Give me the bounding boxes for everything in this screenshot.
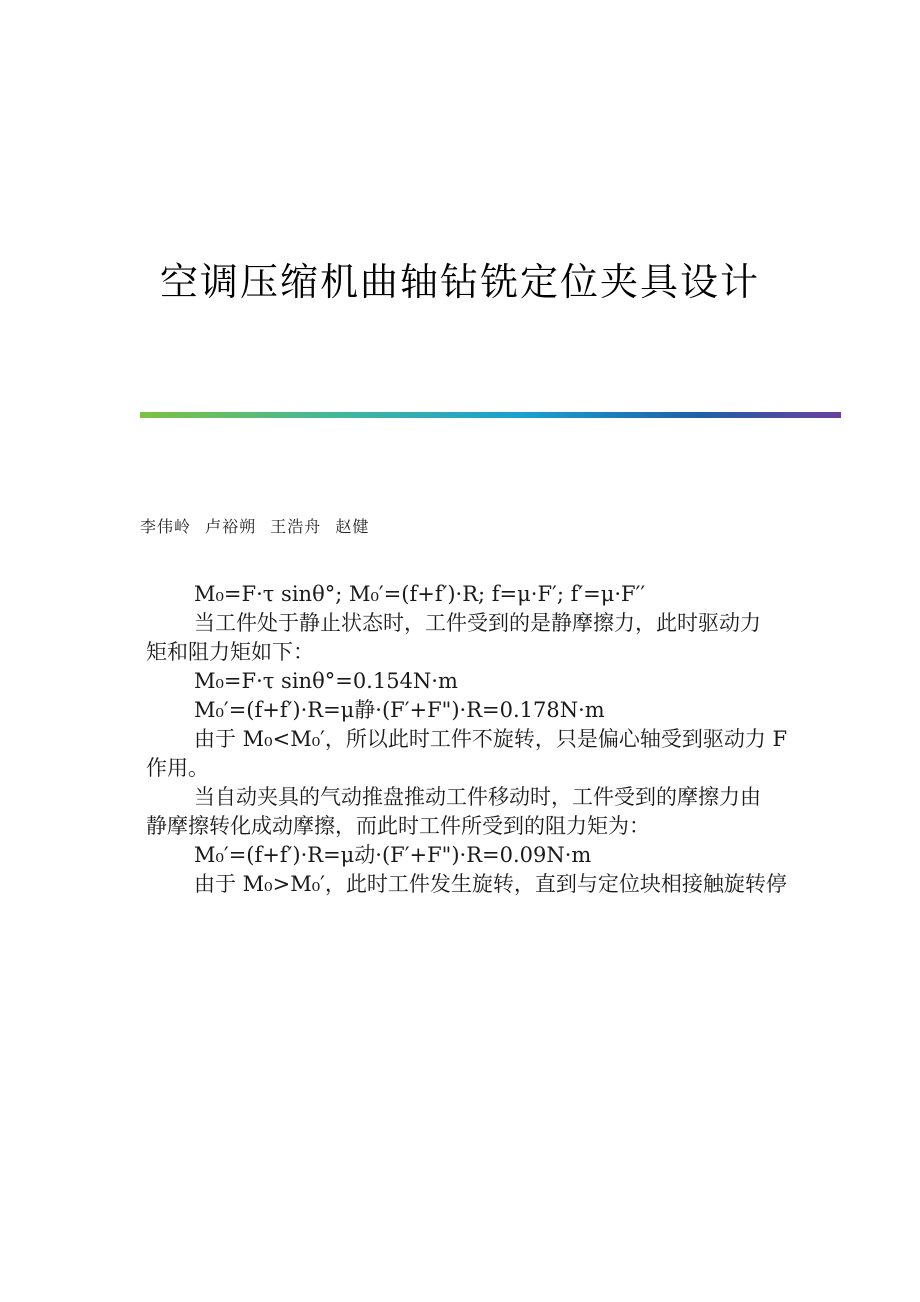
author-name: 赵健 [335,517,370,536]
body-line: M₀′=(f+f′)·R=μ动·(F′+F")·R=0.09N·m [194,843,592,867]
body-line: 作用。 [146,756,209,780]
body-line: 静摩擦转化成动摩擦，而此时工件所受到的阻力矩为： [146,814,650,838]
body-line: M₀′=(f+f′)·R=μ静·(F′+F")·R=0.178N·m [194,698,605,722]
body-line: 当自动夹具的气动推盘推动工件移动时，工件受到的摩擦力由 [194,785,761,809]
body-line: M₀=F·τ sinθ°=0.154N·m [194,669,458,693]
body-line: 当工件处于静止状态时，工件受到的是静摩擦力，此时驱动力 [194,611,761,635]
body-text-block [146,580,836,899]
author-name: 王浩舟 [270,517,322,536]
body-line: 由于 M₀<M₀′，所以此时工件不旋转，只是偏心轴受到驱动力 F [194,727,788,751]
author-name: 卢裕朔 [205,517,257,536]
body-line: 由于 M₀>M₀′，此时工件发生旋转，直到与定位块相接触旋转停 [194,872,787,896]
document-title: 空调压缩机曲轴钻铣定位夹具设计 [159,260,760,305]
body-line: M₀=F·τ sinθ°; M₀′=(f+f′)·R; f=μ·F′; f′=μ·F′′ [194,582,646,606]
body-line: 矩和阻力矩如下： [146,640,314,664]
author-name: 李伟岭 [140,517,192,536]
gradient-divider [140,412,841,418]
author-list [140,514,377,537]
